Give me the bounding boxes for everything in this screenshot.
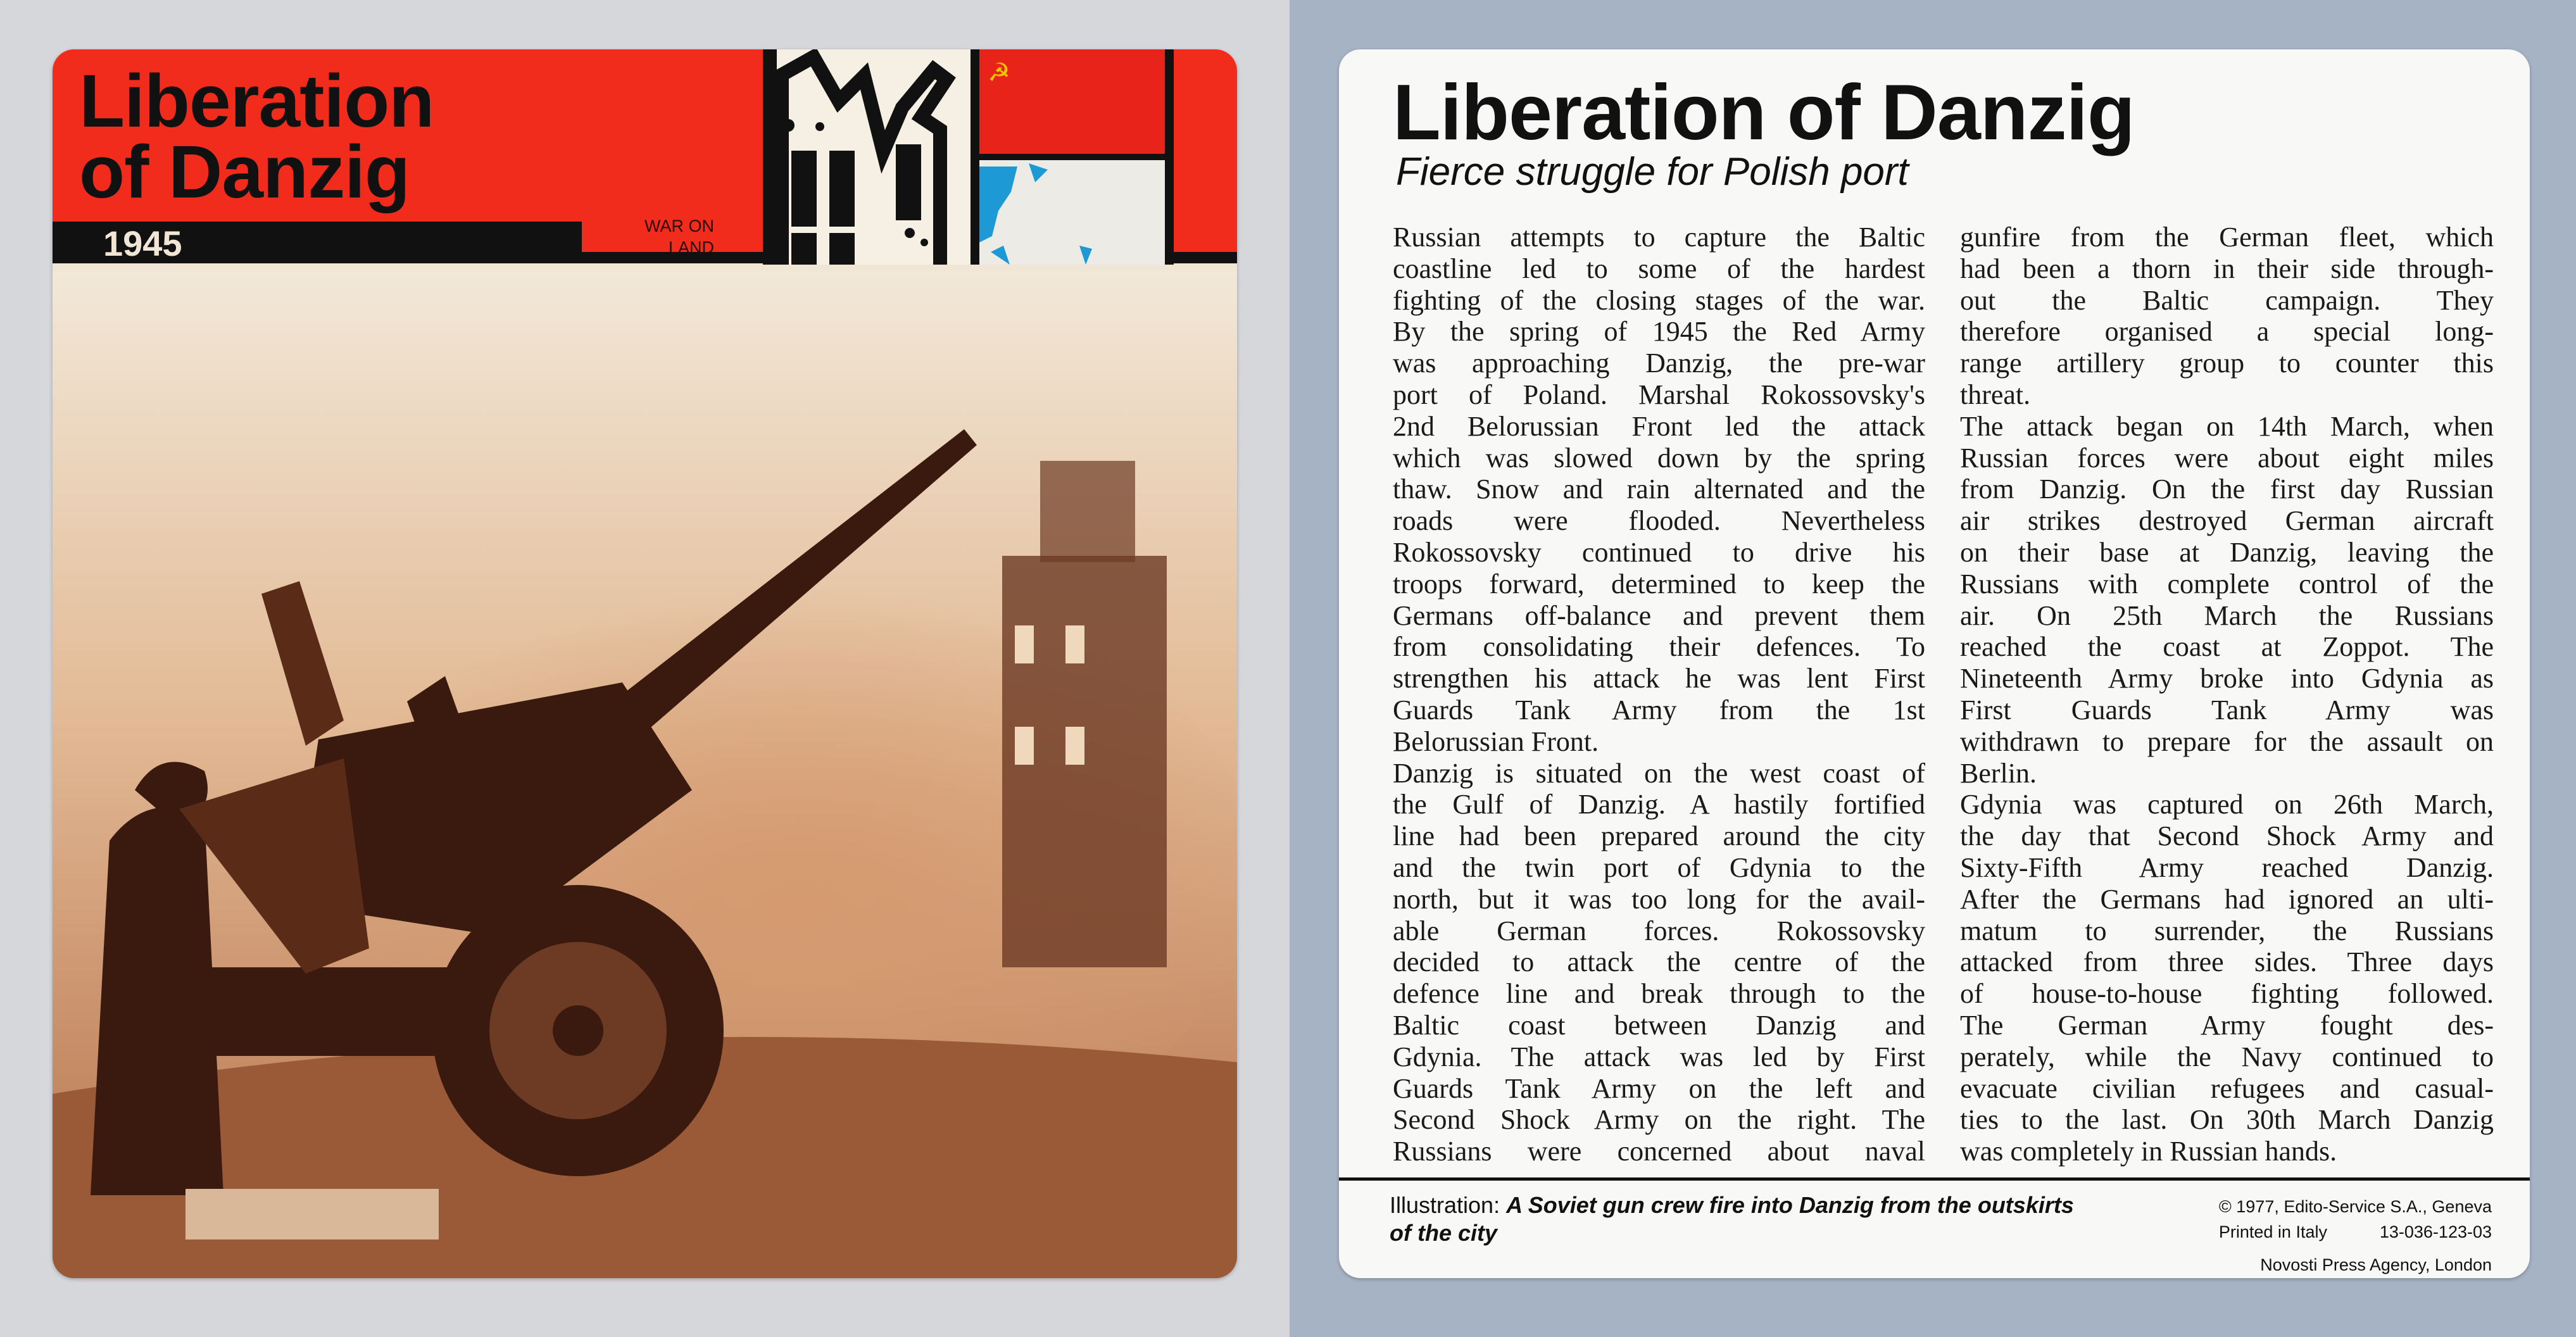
body-text-line: Rokossovsky continued to drive his — [1393, 536, 1925, 568]
body-text-line: troops forward, determined to keep the — [1393, 568, 1925, 599]
body-text-line: Second Shock Army on the right. The — [1393, 1104, 1925, 1136]
body-text-line: Germans off-balance and prevent them — [1393, 599, 1925, 631]
front-title-line-2: of Danzig — [79, 130, 410, 214]
text-column-1 — [1393, 222, 1925, 1167]
body-text-line: roads were flooded. Nevertheless — [1393, 505, 1925, 537]
body-text-line: Danzig is situated on the west coast of — [1393, 757, 1925, 789]
body-text-line: Gdynia was captured on 26th March, — [1960, 789, 2494, 820]
category-label — [644, 215, 714, 258]
back-subtitle: Fierce struggle for Polish port — [1396, 150, 1909, 194]
caption-label: Illustration: — [1390, 1192, 1500, 1218]
card-code: 13-036-123-03 — [2379, 1222, 2492, 1241]
printed-in-text: Printed in Italy — [2218, 1222, 2327, 1241]
body-text-line: out the Baltic campaign. They — [1960, 284, 2494, 316]
body-text-line: The German Army fought des- — [1960, 1009, 2494, 1041]
body-text-line: First Guards Tank Army was — [1960, 694, 2494, 725]
body-text-line: Russian attempts to capture the Baltic — [1393, 222, 1925, 253]
body-text-line: withdrawn to prepare for the assault on — [1960, 725, 2494, 757]
body-text-line: port of Poland. Marshal Rokossovsky's — [1393, 379, 1925, 410]
body-text-line: Russians were concerned about naval — [1393, 1136, 1925, 1167]
body-text-line: attacked from three sides. Three days — [1960, 946, 2494, 978]
body-text-line: 2nd Belorussian Front led the attack — [1393, 410, 1925, 442]
body-text-line: the Gulf of Danzig. A hastily fortified — [1393, 789, 1925, 820]
footer-rule — [1339, 1177, 2530, 1181]
copyright-text: © 1977, Edito-Service S.A., Geneva — [2218, 1197, 2492, 1216]
body-text-line: on their base at Danzig, leaving the — [1960, 536, 2494, 568]
body-text-line: By the spring of 1945 the Red Army — [1393, 316, 1925, 348]
body-text-line: decided to attack the centre of the — [1393, 946, 1925, 978]
body-text-line: gunfire from the German fleet, which — [1960, 222, 2494, 253]
photo-credit: Novosti Press Agency, London — [2260, 1255, 2492, 1274]
body-text-line: able German forces. Rokossovsky — [1393, 915, 1925, 946]
credits — [2219, 1194, 2492, 1277]
body-text-line: line had been prepared around the city — [1393, 820, 1925, 852]
body-text-line: therefore organised a special long- — [1960, 316, 2494, 348]
body-text-line: Nineteenth Army broke into Gdynia as — [1960, 663, 2494, 694]
body-text-line: The attack began on 14th March, when — [1960, 410, 2494, 442]
body-text-line: was completely in Russian hands. — [1960, 1136, 2337, 1167]
body-text-line: and the twin port of Gdynia to the — [1393, 851, 1925, 883]
series-logo — [763, 49, 1237, 265]
body-text-line: Gdynia. The attack was led by First — [1393, 1041, 1925, 1072]
front-title-line-1: Liberation — [79, 60, 434, 143]
body-text-line: strengthen his attack he was lent First — [1393, 663, 1925, 694]
body-text-line: air. On 25th March the Russians — [1960, 599, 2494, 631]
body-text-line: range artillery group to counter this — [1960, 348, 2494, 379]
body-text-line: evacuate civilian refugees and casual- — [1960, 1072, 2494, 1104]
body-text-line: north, but it was too long for the avail- — [1393, 883, 1925, 915]
body-text-line: from consolidating their defences. To — [1393, 631, 1925, 663]
body-text-line: After the Germans had ignored an ulti- — [1960, 883, 2494, 915]
body-text-line: ties to the last. On 30th March Danzig — [1960, 1104, 2494, 1136]
body-text-line: air strikes destroyed German aircraft — [1960, 505, 2494, 537]
body-text-line: Russian forces were about eight miles — [1960, 442, 2494, 474]
body-text-line: the day that Second Shock Army and — [1960, 820, 2494, 852]
body-text-line: perately, while the Navy continued to — [1960, 1041, 2494, 1072]
svg-text:☭: ☭ — [988, 58, 1010, 87]
body-text-line: Sixty-Fifth Army reached Danzig. — [1960, 851, 2494, 883]
soviet-flag-icon — [979, 49, 1165, 160]
category-line-2: LAND — [668, 238, 714, 257]
body-text-line: Guards Tank Army on the left and — [1393, 1072, 1925, 1104]
body-text-line: had been a thorn in their side through- — [1960, 253, 2494, 284]
body-text-line: from Danzig. On the first day Russian — [1960, 474, 2494, 505]
body-text-line: which was slowed down by the spring — [1393, 442, 1925, 474]
card-front — [53, 49, 1237, 1278]
back-title: Liberation of Danzig — [1393, 69, 2135, 156]
baltic-map-icon — [979, 160, 1165, 265]
body-text-line: Berlin. — [1960, 757, 2037, 789]
caption-text: A Soviet gun crew fire into Danzig from the outskirts of the city — [1390, 1192, 2074, 1246]
front-title — [79, 60, 434, 214]
body-text-line: Guards Tank Army from the 1st — [1393, 694, 1925, 725]
year-label: 1945 — [103, 223, 182, 263]
body-text-line: Russians with complete control of the — [1960, 568, 2494, 599]
body-text-line: matum to surrender, the Russians — [1960, 915, 2494, 946]
card-back — [1339, 49, 2530, 1278]
illustration-caption — [1390, 1191, 2086, 1247]
body-text-line: thaw. Snow and rain alternated and the — [1393, 474, 1925, 505]
body-text-line: of house-to-house fighting followed. — [1960, 978, 2494, 1010]
body-text-line: threat. — [1960, 379, 2031, 410]
body-text-line: defence line and break through to the — [1393, 978, 1925, 1010]
body-text-line: coastline led to some of the hardest — [1393, 253, 1925, 284]
body-text-line: Belorussian Front. — [1393, 725, 1599, 757]
category-line-1: WAR ON — [644, 217, 714, 235]
body-text-line: was approaching Danzig, the pre-war — [1393, 348, 1925, 379]
photo-soviet-gun-crew — [53, 271, 1237, 1278]
body-text-line: fighting of the closing stages of the war. — [1393, 284, 1925, 316]
text-column-2 — [1960, 222, 2494, 1167]
body-text-line: reached the coast at Zoppot. The — [1960, 631, 2494, 663]
body-text-line: Baltic coast between Danzig and — [1393, 1009, 1925, 1041]
